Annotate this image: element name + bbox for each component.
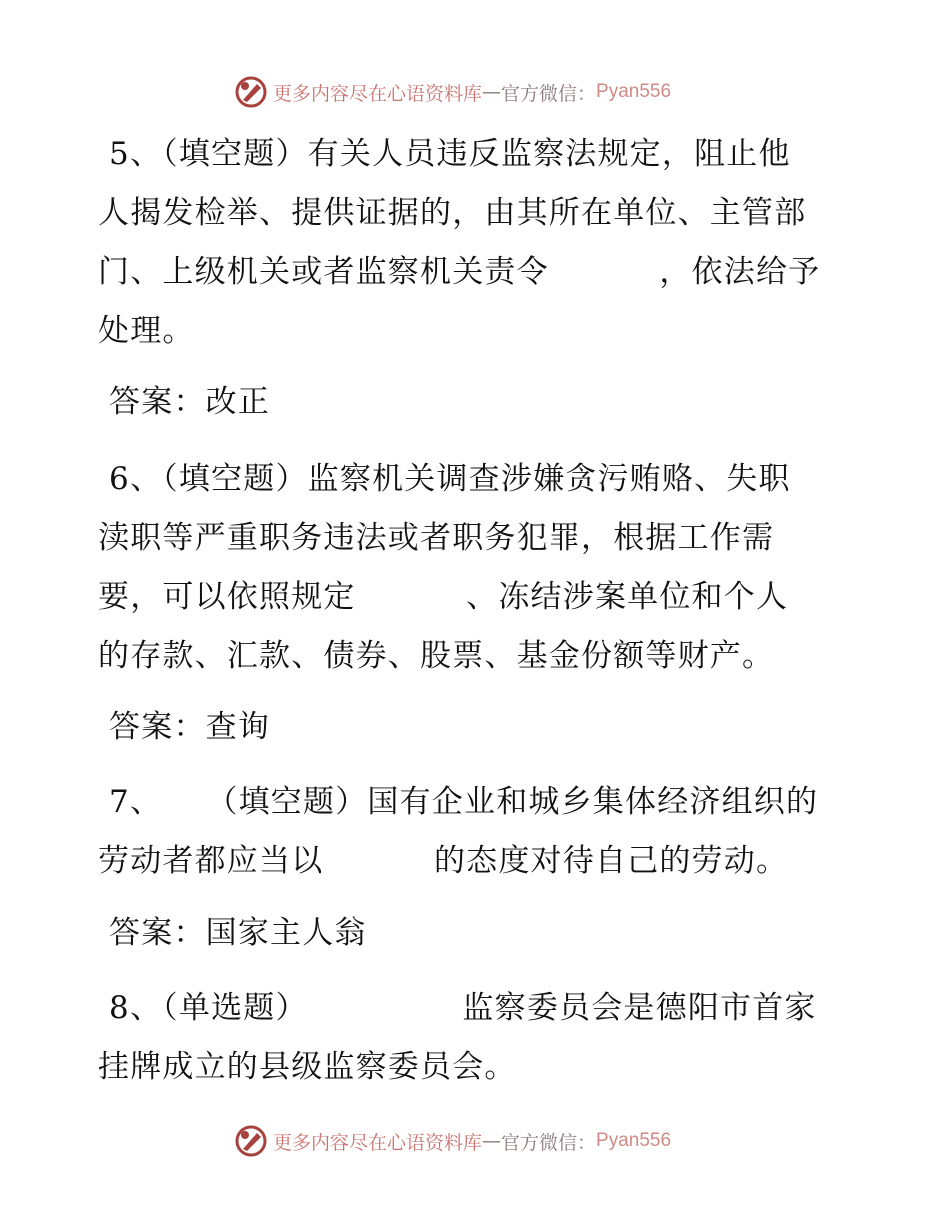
question-line: 6、（填空题）监察机关调查涉嫌贪污贿赂、失职 xyxy=(98,461,791,497)
pen-nib-logo-icon xyxy=(233,1123,269,1159)
watermark-separator: — xyxy=(482,1130,502,1152)
watermark-brand: 更多内容尽在心语资料库 xyxy=(273,82,483,105)
question-line: 门、上级机关或者监察机关责令 ，依法给予 xyxy=(98,254,821,290)
question-line: 人揭发检举、提供证据的，由其所在单位、主管部 xyxy=(98,195,807,231)
question-line: 5、（填空题）有关人员违反监察法规定，阻止他 xyxy=(98,136,791,172)
question-line: 的存款、汇款、债券、股票、基金份额等财产。 xyxy=(98,638,775,674)
watermark-brand: 更多内容尽在心语资料库 xyxy=(273,1131,483,1154)
watermark-wechat-label: 官方微信： xyxy=(501,82,597,105)
question-line: 渎职等严重职务违法或者职务犯罪，根据工作需 xyxy=(98,520,775,556)
watermark-wechat-id: Pyan556 xyxy=(596,1130,672,1151)
question-line: 8、（单选题） 监察委员会是德阳市首家 xyxy=(98,990,817,1026)
watermark-wechat-label: 官方微信： xyxy=(501,1131,597,1154)
watermark-separator: — xyxy=(482,81,502,103)
question-line: 劳动者都应当以 的态度对待自己的劳动。 xyxy=(98,843,789,879)
answer-text: 答案：国家主人翁 xyxy=(98,915,367,951)
header-watermark xyxy=(233,72,671,112)
watermark-wechat-id: Pyan556 xyxy=(596,81,672,102)
question-line: 7、 （填空题）国有企业和城乡集体经济组织的 xyxy=(98,784,819,820)
question-line: 处理。 xyxy=(98,313,195,349)
footer-watermark xyxy=(233,1121,671,1161)
question-line: 要，可以依照规定 、冻结涉案单位和个人 xyxy=(98,579,789,615)
pen-nib-logo-icon xyxy=(233,74,269,110)
answer-text: 答案：查询 xyxy=(98,709,271,745)
answer-text: 答案：改正 xyxy=(98,384,271,420)
question-line: 挂牌成立的县级监察委员会。 xyxy=(98,1049,517,1085)
